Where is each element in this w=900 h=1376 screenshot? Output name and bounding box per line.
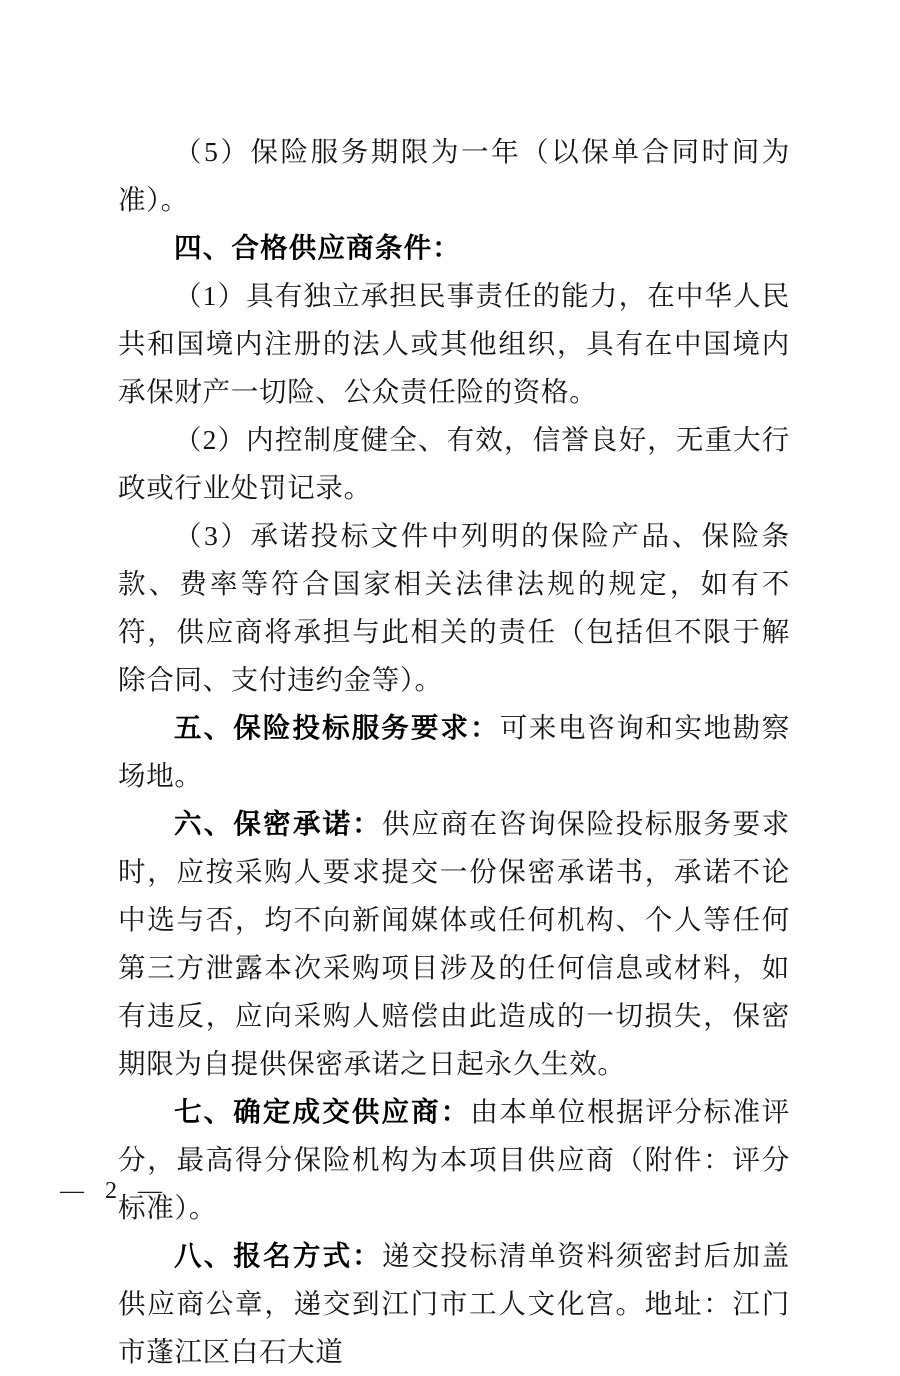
runin-body-6: 供应商在咨询保险投标服务要求时，应按采购人要求提交一份保密承诺书，承诺不论中选与否，均不向新闻媒体或任何机构、个人等任何第三方泄露本次采购项目涉及的任何信息或材料，如有违反，应向采购人赔偿由此造成的一切损失，保密期限为自提供保密承诺之日起永久生效。 — [118, 808, 790, 1079]
paragraph-item-2-internal-control: （2）内控制度健全、有效，信誉良好，无重大行政或行业处罚记录。 — [118, 424, 790, 503]
paragraph-section-8-registration-method — [118, 1232, 790, 1376]
runin-heading-5: 五、保险投标服务要求： — [174, 712, 500, 743]
paragraph-section-5-service-requirements — [118, 704, 790, 800]
paragraph-item-5-insurance-term: （5）保险服务期限为一年（以保单合同时间为准）。 — [118, 136, 790, 215]
paragraph-item-1-legal-capacity: （1）具有独立承担民事责任的能力，在中华人民共和国境内注册的法人或其他组织，具有在中国境内承保财产一切险、公众责任险的资格。 — [118, 280, 790, 407]
paragraph-item-3-commitment: （3）承诺投标文件中列明的保险产品、保险条款、费率等符合国家相关法律法规的规定，如有不符，供应商将承担与此相关的责任（包括但不限于解除合同、支付违约金等）。 — [118, 520, 790, 695]
page-footer-number: — 2 — — [60, 1178, 165, 1204]
runin-heading-6: 六、保密承诺： — [174, 808, 382, 839]
runin-heading-8: 八、报名方式： — [174, 1240, 382, 1271]
paragraph-section-6-confidentiality — [118, 800, 790, 1088]
runin-body-5: 可来电咨询和实地勘察场地。 — [118, 712, 790, 791]
paragraph-section-7-supplier-determination — [118, 1088, 790, 1232]
runin-body-7: 由本单位根据评分标准评分，最高得分保险机构为本项目供应商（附件：评分标准）。 — [118, 1096, 791, 1223]
runin-body-8: 递交投标清单资料须密封后加盖供应商公章，递交到江门市工人文化宫。地址：江门市蓬江区白石大道 — [118, 1240, 790, 1367]
runin-heading-7: 七、确定成交供应商： — [174, 1096, 471, 1127]
section-heading-4-qualified-supplier-conditions: 四、合格供应商条件： — [174, 232, 461, 263]
